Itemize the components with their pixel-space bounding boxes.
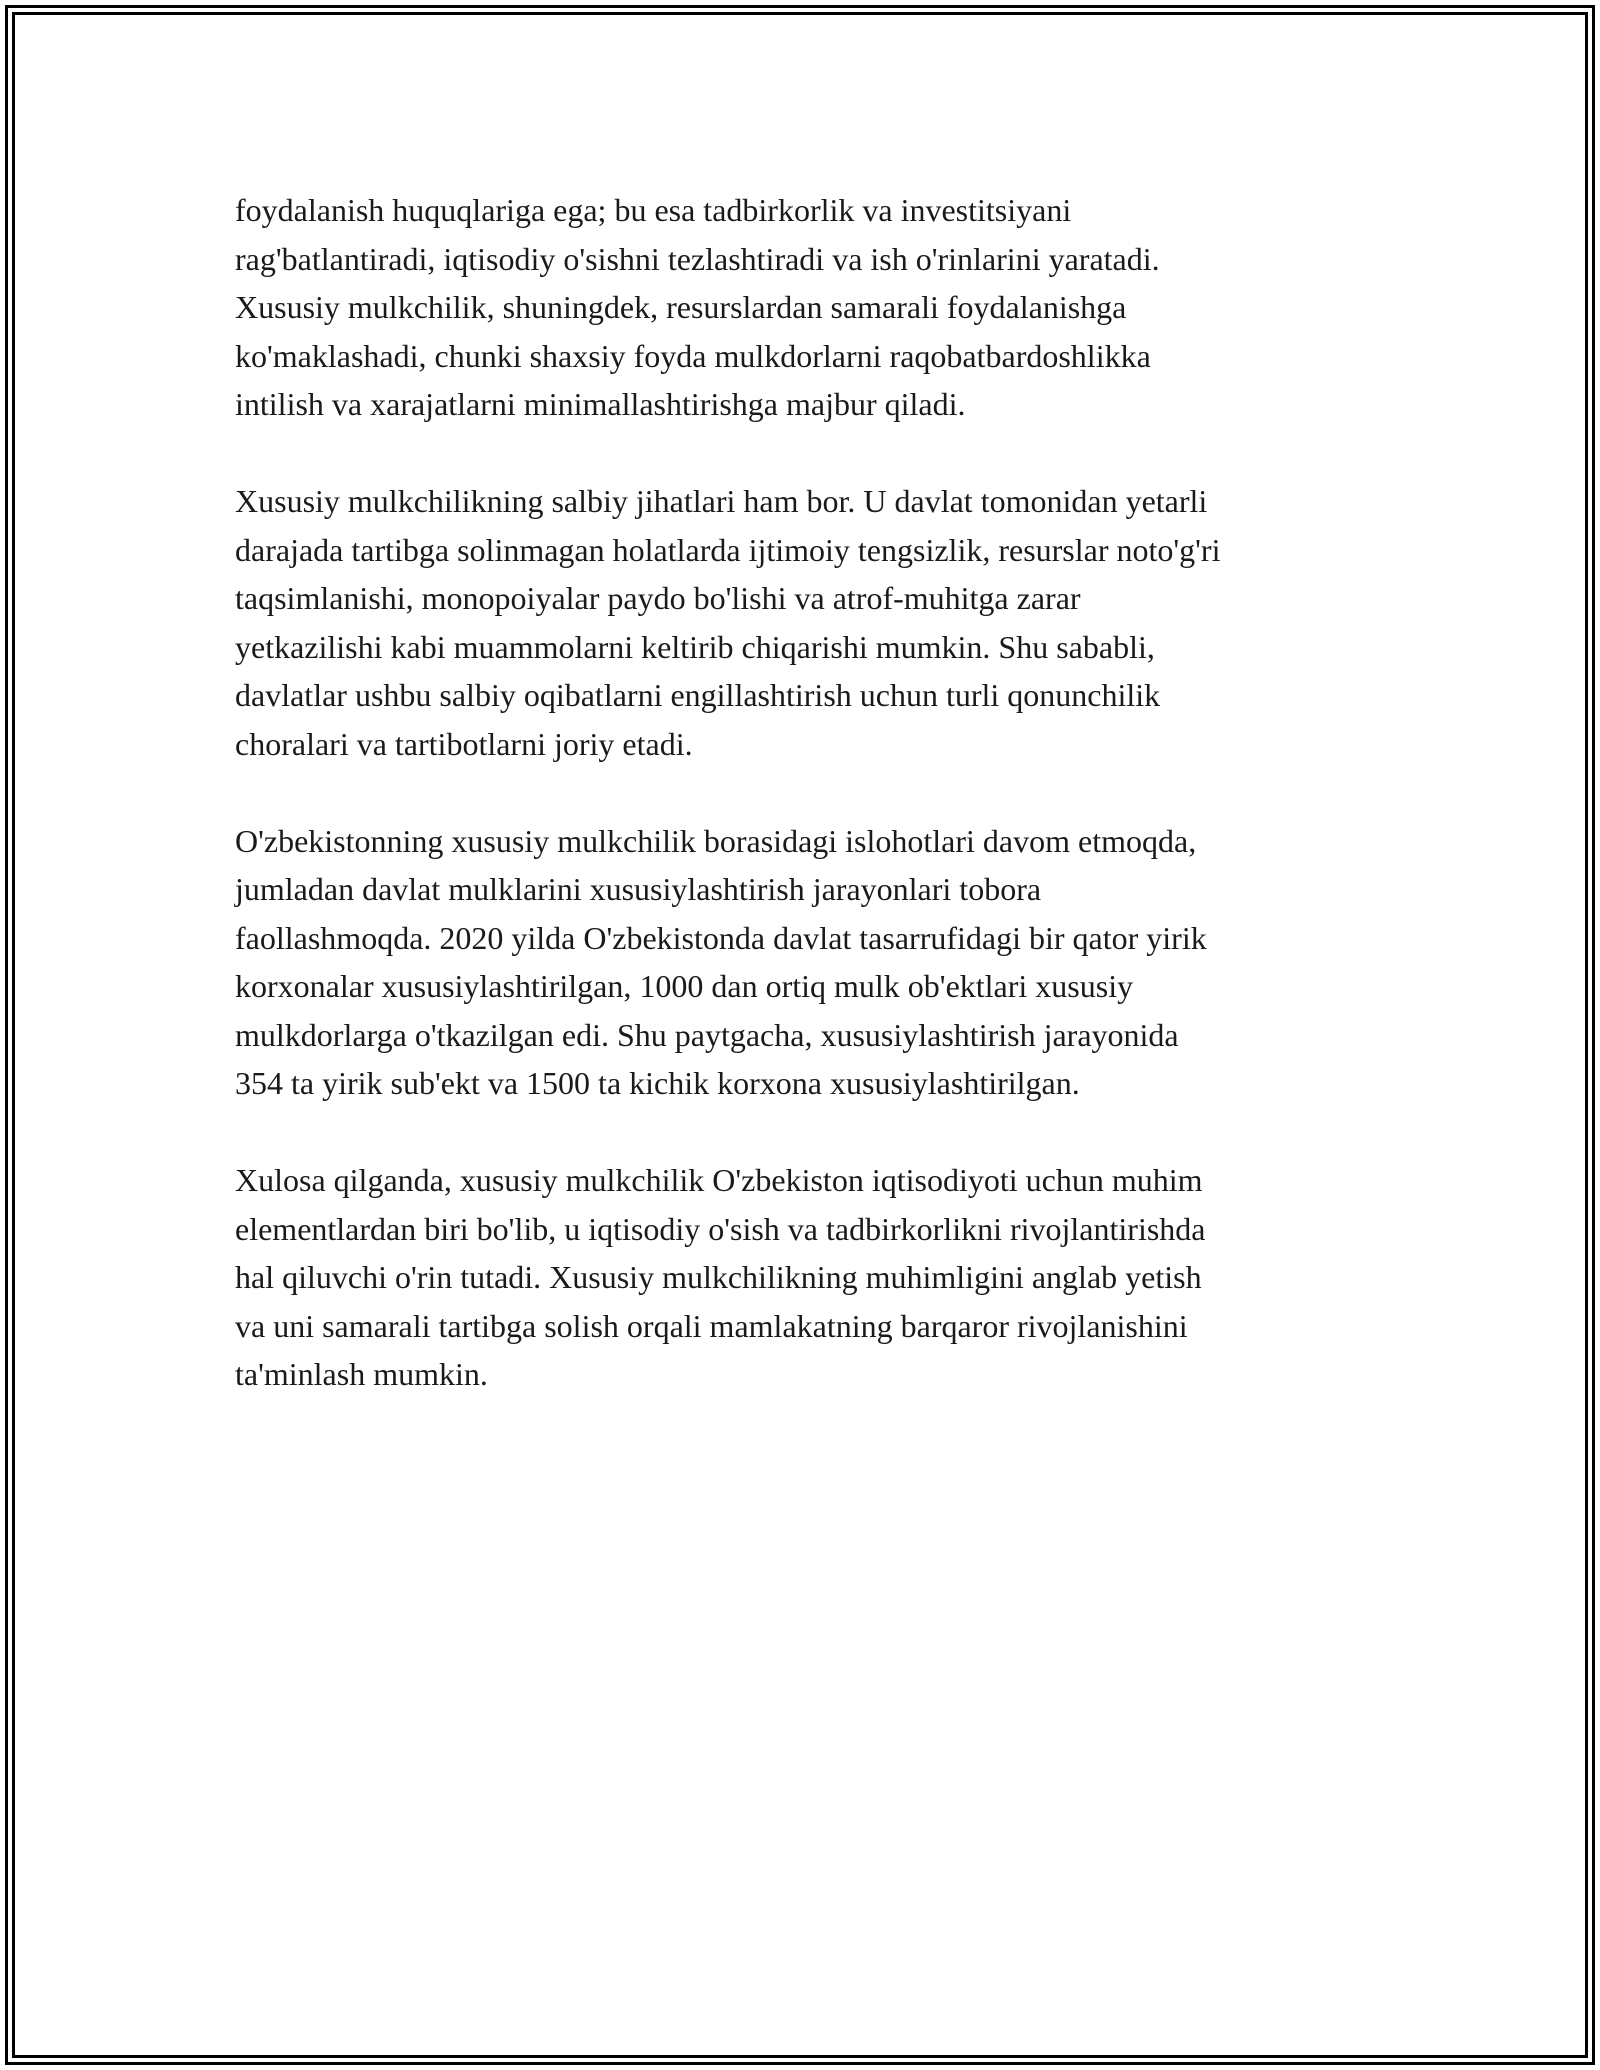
paragraph-4: Xulosa qilganda, xususiy mulkchilik O'zbekiston iqtisodiyoti uchun muhim elementlardan biri bo'lib, u iqtisodiy o'sish va tadbirkorlikni rivojlantirishda hal qiluvchi o'rin tutadi. Xususiy mulkchilikning muhimligini anglab yetish va uni samarali tartibga solish orqali mamlakatning barqaror rivojlanishini ta'minlash mumkin. — [235, 1162, 1206, 1392]
paragraph-3: O'zbekistonning xususiy mulkchilik borasidagi islohotlari davom etmoqda, jumladan davlat mulklarini xususiylashtirish jarayonlari tobora faollashmoqda. 2020 yilda O'zbekistonda davlat tasarrufidagi bir qator yirik korxonalar xususiylashtirilgan, 1000 dan ortiq mulk ob'ektlari xususiy mulkdorlarga o'tkazilgan edi. Shu paytgacha, xususiylashtirish jarayonida 354 ta yirik sub'ekt va 1500 ta kichik korxona xususiylashtirilgan. — [235, 822, 1207, 1101]
paragraph-1: foydalanish huquqlariga ega; bu esa tadbirkorlik va investitsiyani rag'batlantiradi, iqtisodiy o'sishni tezlashtiradi va ish o'rinlarini yaratadi. Xususiy mulkchilik, shuningdek, resurslardan samarali foydalanishga ko'maklashadi, chunki shaxsiy foyda mulkdorlarni raqobatbardoshlikka intilish va xarajatlarni minimallashtirishga majbur qiladi. — [235, 192, 1160, 422]
paragraph-2: Xususiy mulkchilikning salbiy jihatlari ham bor. U davlat tomonidan yetarli darajada tartibga solinmagan holatlarda ijtimoiy tengsizlik, resurslar noto'g'ri taqsimlanishi, monopoiyalar paydo bo'lishi va atrof-muhitga zarar yetkazilishi kabi muammolarni keltirib chiqarishi mumkin. Shu sababli, davlatlar ushbu salbiy oqibatlarni engillashtirish uchun turli qonunchilik choralari va tartibotlarni joriy etadi. — [235, 483, 1221, 762]
document-body — [235, 186, 1385, 1447]
